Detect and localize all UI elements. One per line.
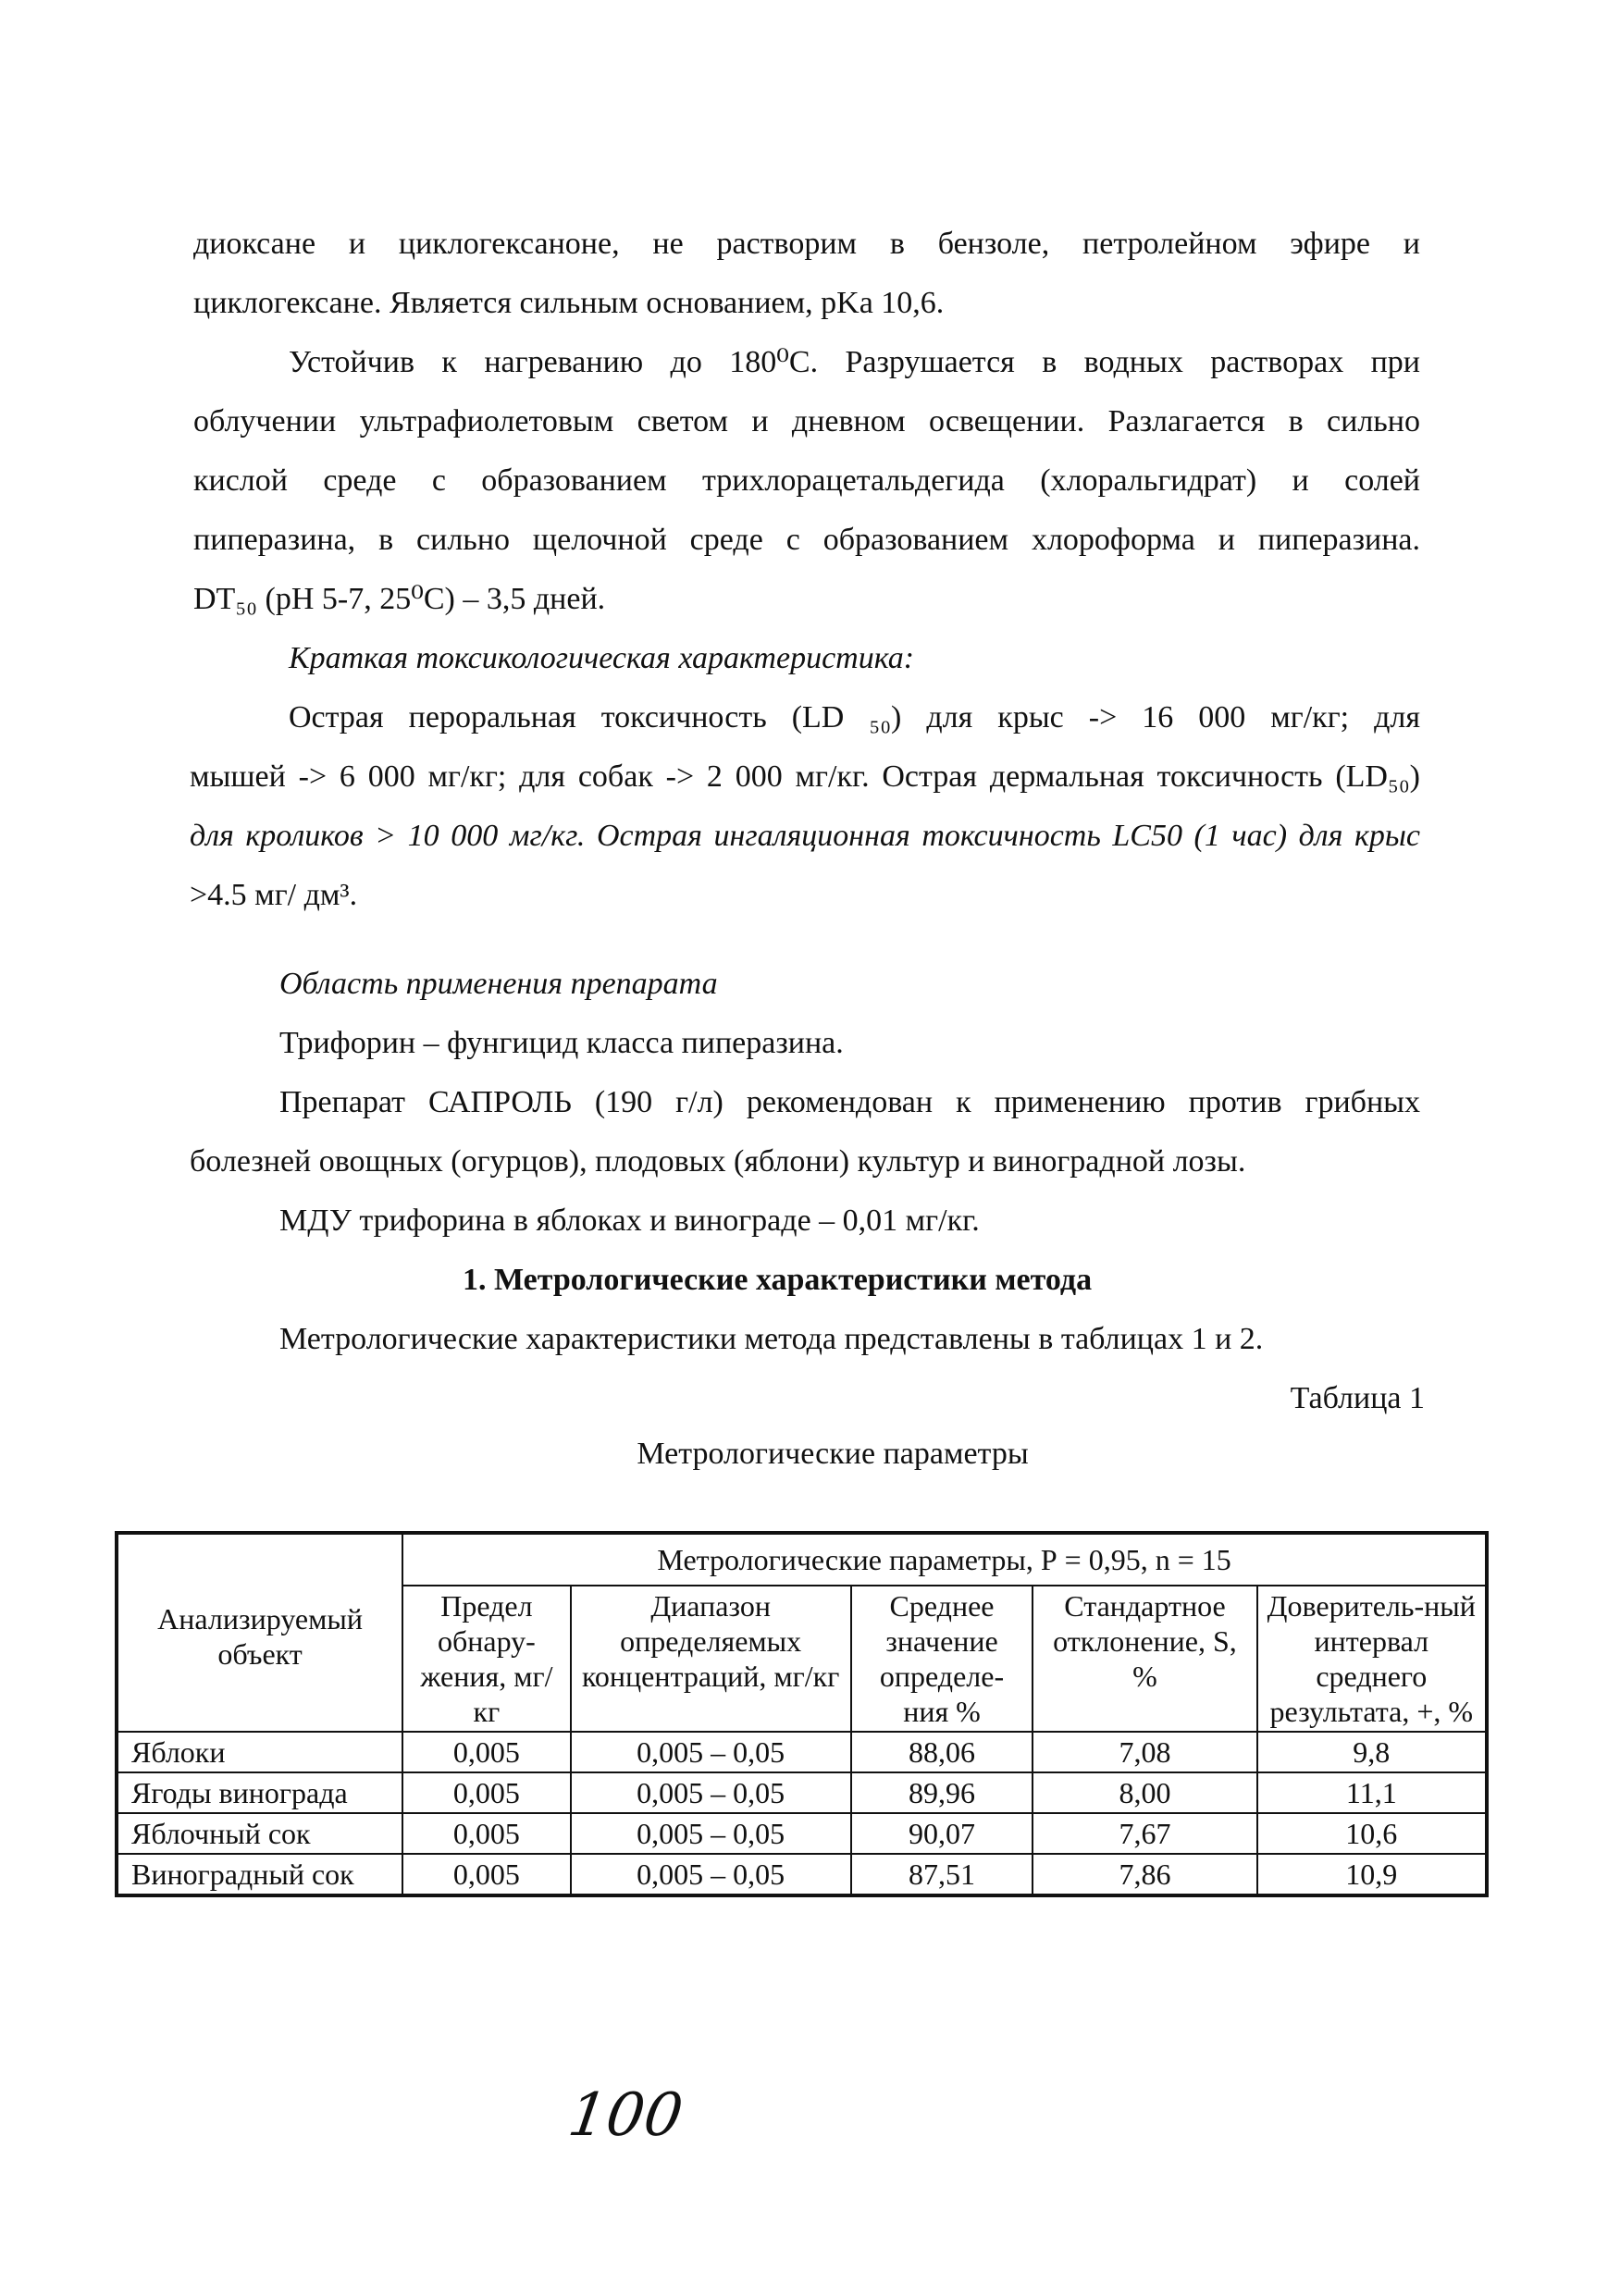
paragraph-line: Трифорин – фунгицид класса пиперазина.: [279, 1026, 844, 1060]
cell-object: Виноградный сок: [117, 1854, 402, 1895]
header-range: Диапазон определяемых концентраций, мг/кг: [571, 1586, 851, 1732]
section-intro: Метрологические характеристики метода представлены в таблицах 1 и 2.: [279, 1322, 1264, 1356]
header-limit: Предел обнару-жения, мг/кг: [402, 1586, 570, 1732]
cell-ci: 11,1: [1257, 1772, 1487, 1813]
cell-object: Яблочный сок: [117, 1813, 402, 1854]
paragraph-line: Устойчив к нагреванию до 180⁰С. Разрушается в водных растворах при: [289, 345, 1420, 379]
cell-object: Яблоки: [117, 1732, 402, 1772]
cell-sd: 8,00: [1033, 1772, 1256, 1813]
cell-limit: 0,005: [402, 1732, 570, 1772]
table-row: [117, 1732, 1487, 1772]
header-object: Анализируемый объект: [117, 1533, 402, 1732]
section-heading: 1. Метрологические характеристики метода: [463, 1263, 1093, 1297]
toxicology-heading: Краткая токсикологическая характеристика:: [289, 641, 915, 675]
table-label: Таблица 1: [1290, 1381, 1425, 1415]
paragraph-line: облучении ультрафиолетовым светом и дневном освещении. Разлагается в сильно: [193, 404, 1420, 438]
cell-ci: 10,6: [1257, 1813, 1487, 1854]
paragraph-line: мышей -> 6 000 мг/кг; для собак -> 2 000 мг/кг. Острая дермальная токсичность (LD₅₀): [190, 759, 1420, 794]
page-number: 100: [563, 2081, 687, 2150]
table-row: [117, 1854, 1487, 1895]
table-row: [117, 1813, 1487, 1854]
paragraph-line: диоксане и циклогексаноне, не растворим в бензоле, петролейном эфире и: [193, 227, 1420, 261]
cell-mean: 90,07: [851, 1813, 1033, 1854]
table-row: [117, 1772, 1487, 1813]
paragraph-line: >4.5 мг/ дм³.: [190, 878, 358, 912]
cell-limit: 0,005: [402, 1813, 570, 1854]
paragraph-line: циклогексане. Является сильным основанием, pKa 10,6.: [193, 286, 945, 320]
metrology-table: [115, 1531, 1489, 1897]
cell-ci: 9,8: [1257, 1732, 1487, 1772]
paragraph-line: пиперазина, в сильно щелочной среде с образованием хлороформа и пиперазина.: [193, 523, 1420, 557]
cell-range: 0,005 – 0,05: [571, 1732, 851, 1772]
header-sd: Стандартное отклонение, S, %: [1033, 1586, 1256, 1732]
cell-mean: 88,06: [851, 1732, 1033, 1772]
cell-sd: 7,67: [1033, 1813, 1256, 1854]
paragraph-line: Препарат САПРОЛЬ (190 г/л) рекомендован к применению против грибных: [279, 1085, 1420, 1119]
paragraph-line: DT₅₀ (рН 5-7, 25⁰С) – 3,5 дней.: [193, 582, 606, 616]
header-mean: Среднее значение определе-ния %: [851, 1586, 1033, 1732]
table-header-row: [117, 1533, 1487, 1586]
cell-sd: 7,86: [1033, 1854, 1256, 1895]
paragraph-line: болезней овощных (огурцов), плодовых (яблони) культур и виноградной лозы.: [190, 1144, 1246, 1179]
cell-range: 0,005 – 0,05: [571, 1813, 851, 1854]
table-caption: Метрологические параметры: [637, 1437, 1029, 1471]
cell-limit: 0,005: [402, 1854, 570, 1895]
paragraph-line: Острая пероральная токсичность (LD ₅₀) для крыс -> 16 000 мг/кг; для: [289, 700, 1420, 734]
cell-mean: 87,51: [851, 1854, 1033, 1895]
paragraph-line: для кроликов > 10 000 мг/кг. Острая ингаляционная токсичность LC50 (1 час) для крыс: [190, 819, 1420, 853]
cell-range: 0,005 – 0,05: [571, 1854, 851, 1895]
paragraph-line: кислой среде с образованием трихлорацетальдегида (хлоральгидрат) и солей: [193, 463, 1420, 498]
cell-mean: 89,96: [851, 1772, 1033, 1813]
cell-sd: 7,08: [1033, 1732, 1256, 1772]
header-ci: Доверитель-ный интервал среднего результата, +, %: [1257, 1586, 1487, 1732]
cell-object: Ягоды винограда: [117, 1772, 402, 1813]
cell-limit: 0,005: [402, 1772, 570, 1813]
header-group: Метрологические параметры, Р = 0,95, n = 15: [402, 1533, 1487, 1586]
usage-heading: Область применения препарата: [279, 967, 718, 1001]
paragraph-line: МДУ трифорина в яблоках и винограде – 0,01 мг/кг.: [279, 1204, 980, 1238]
cell-ci: 10,9: [1257, 1854, 1487, 1895]
cell-range: 0,005 – 0,05: [571, 1772, 851, 1813]
